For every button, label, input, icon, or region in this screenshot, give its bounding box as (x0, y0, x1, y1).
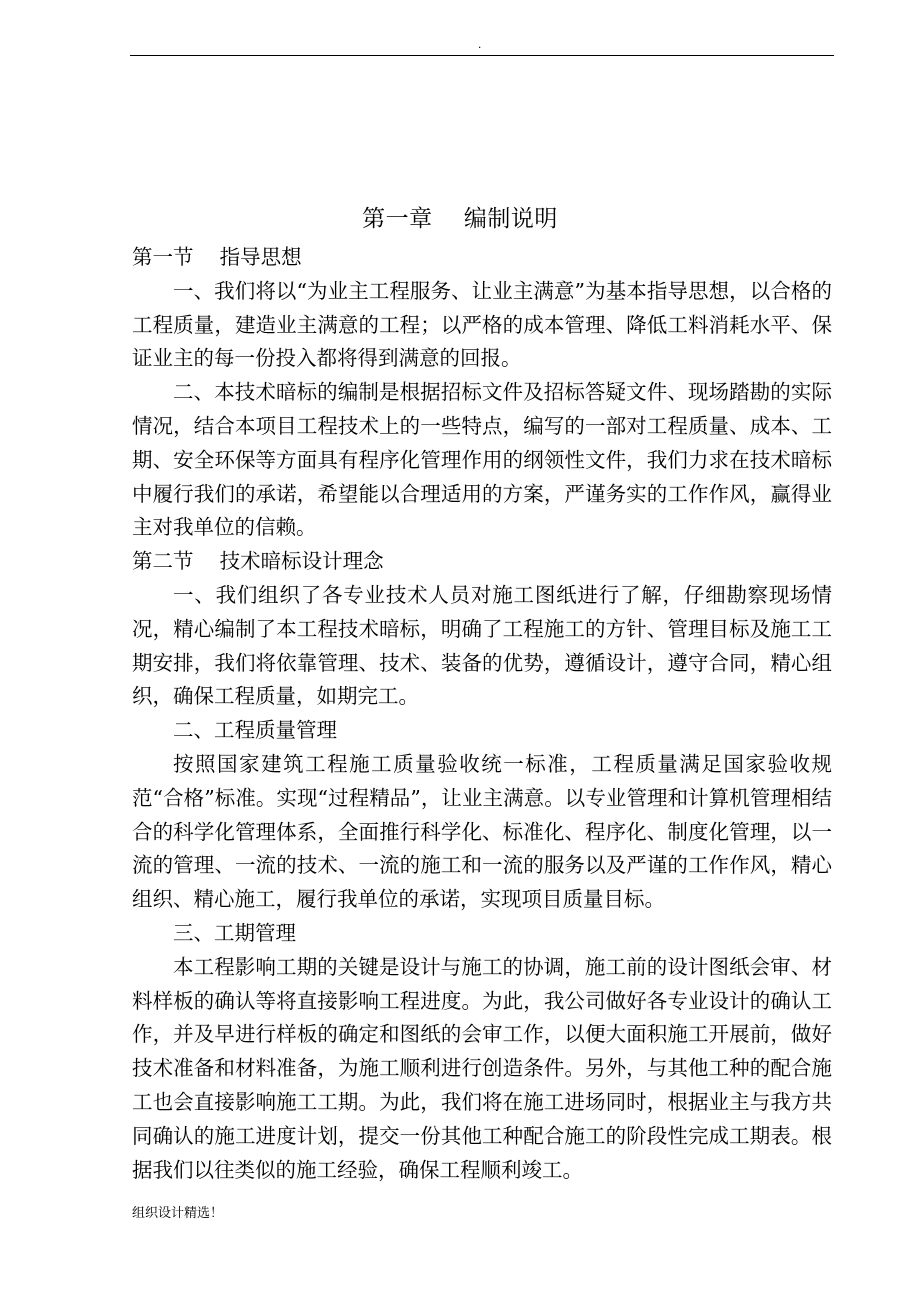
schedule-management-body: 本工程影响工期的关键是设计与施工的协调，施工前的设计图纸会审、材料样板的确认等将直接影响工程进度。为此，我公司做好各专业设计的确认工作，并及早进行样板的确定和图纸的会审工作，以便大面积施工开展前，做好技术准备和材料准备，为施工顺利进行创造条件。另外，与其他工种的配合施工也会直接影响施工工期。为此，我们将在施工进场同时，根据业主与我方共同确认的施工进度计划，提交一份其他工种配合施工的阶段性完成工期表。根据我们以往类似的施工经验，确保工程顺利竣工。 (132, 954, 832, 1182)
chapter-title: 第一章 编制说明 (362, 206, 558, 232)
header-mark: . (478, 37, 482, 51)
section-1-paragraph-2: 二、本技术暗标的编制是根据招标文件及招标答疑文件、现场踏勘的实际情况，结合本项目工程技术上的一些特点，编写的一部对工程质量、成本、工期、安全环保等方面具有程序化管理作用的纲领性文件，我们力求在技术暗标中履行我们的承诺，希望能以合理适用的方案，严谨务实的工作作风，赢得业主对我单位的信赖。 (132, 380, 832, 540)
document-body (132, 241, 832, 1187)
section-2-heading: 第二节 技术暗标设计理念 (132, 549, 384, 574)
quality-management-body: 按照国家建筑工程施工质量验收统一标准，工程质量满足国家验收规范“合格”标准。实现“过程精品”，让业主满意。以专业管理和计算机管理相结合的科学化管理体系，全面推行科学化、标准化、程序化、制度化管理，以一流的管理、一流的技术、一流的施工和一流的服务以及严谨的工作作风，精心组织、精心施工，履行我单位的承诺，实现项目质量目标。 (132, 751, 832, 912)
section-2-paragraph-1: 一、我们组织了各专业技术人员对施工图纸进行了解，仔细勘察现场情况，精心编制了本工程技术暗标，明确了工程施工的方针、管理目标及施工工期安排，我们将依靠管理、技术、装备的优势，遵循设计，遵守合同，精心组织，确保工程质量，如期完工。 (132, 582, 832, 709)
footer-note: 组织设计精选！ (132, 1206, 224, 1221)
header-rule (130, 55, 834, 56)
schedule-management-title: 三、工期管理 (173, 920, 296, 945)
section-1-paragraph-1: 一、我们将以“为业主工程服务、让业主满意”为基本指导思想，以合格的工程质量，建造业主满意的工程；以严格的成本管理、降低工料消耗水平、保证业主的每一份投入都将得到满意的回报。 (132, 278, 832, 371)
section-1-heading: 第一节 指导思想 (132, 245, 302, 269)
quality-management-title: 二、工程质量管理 (173, 718, 337, 743)
